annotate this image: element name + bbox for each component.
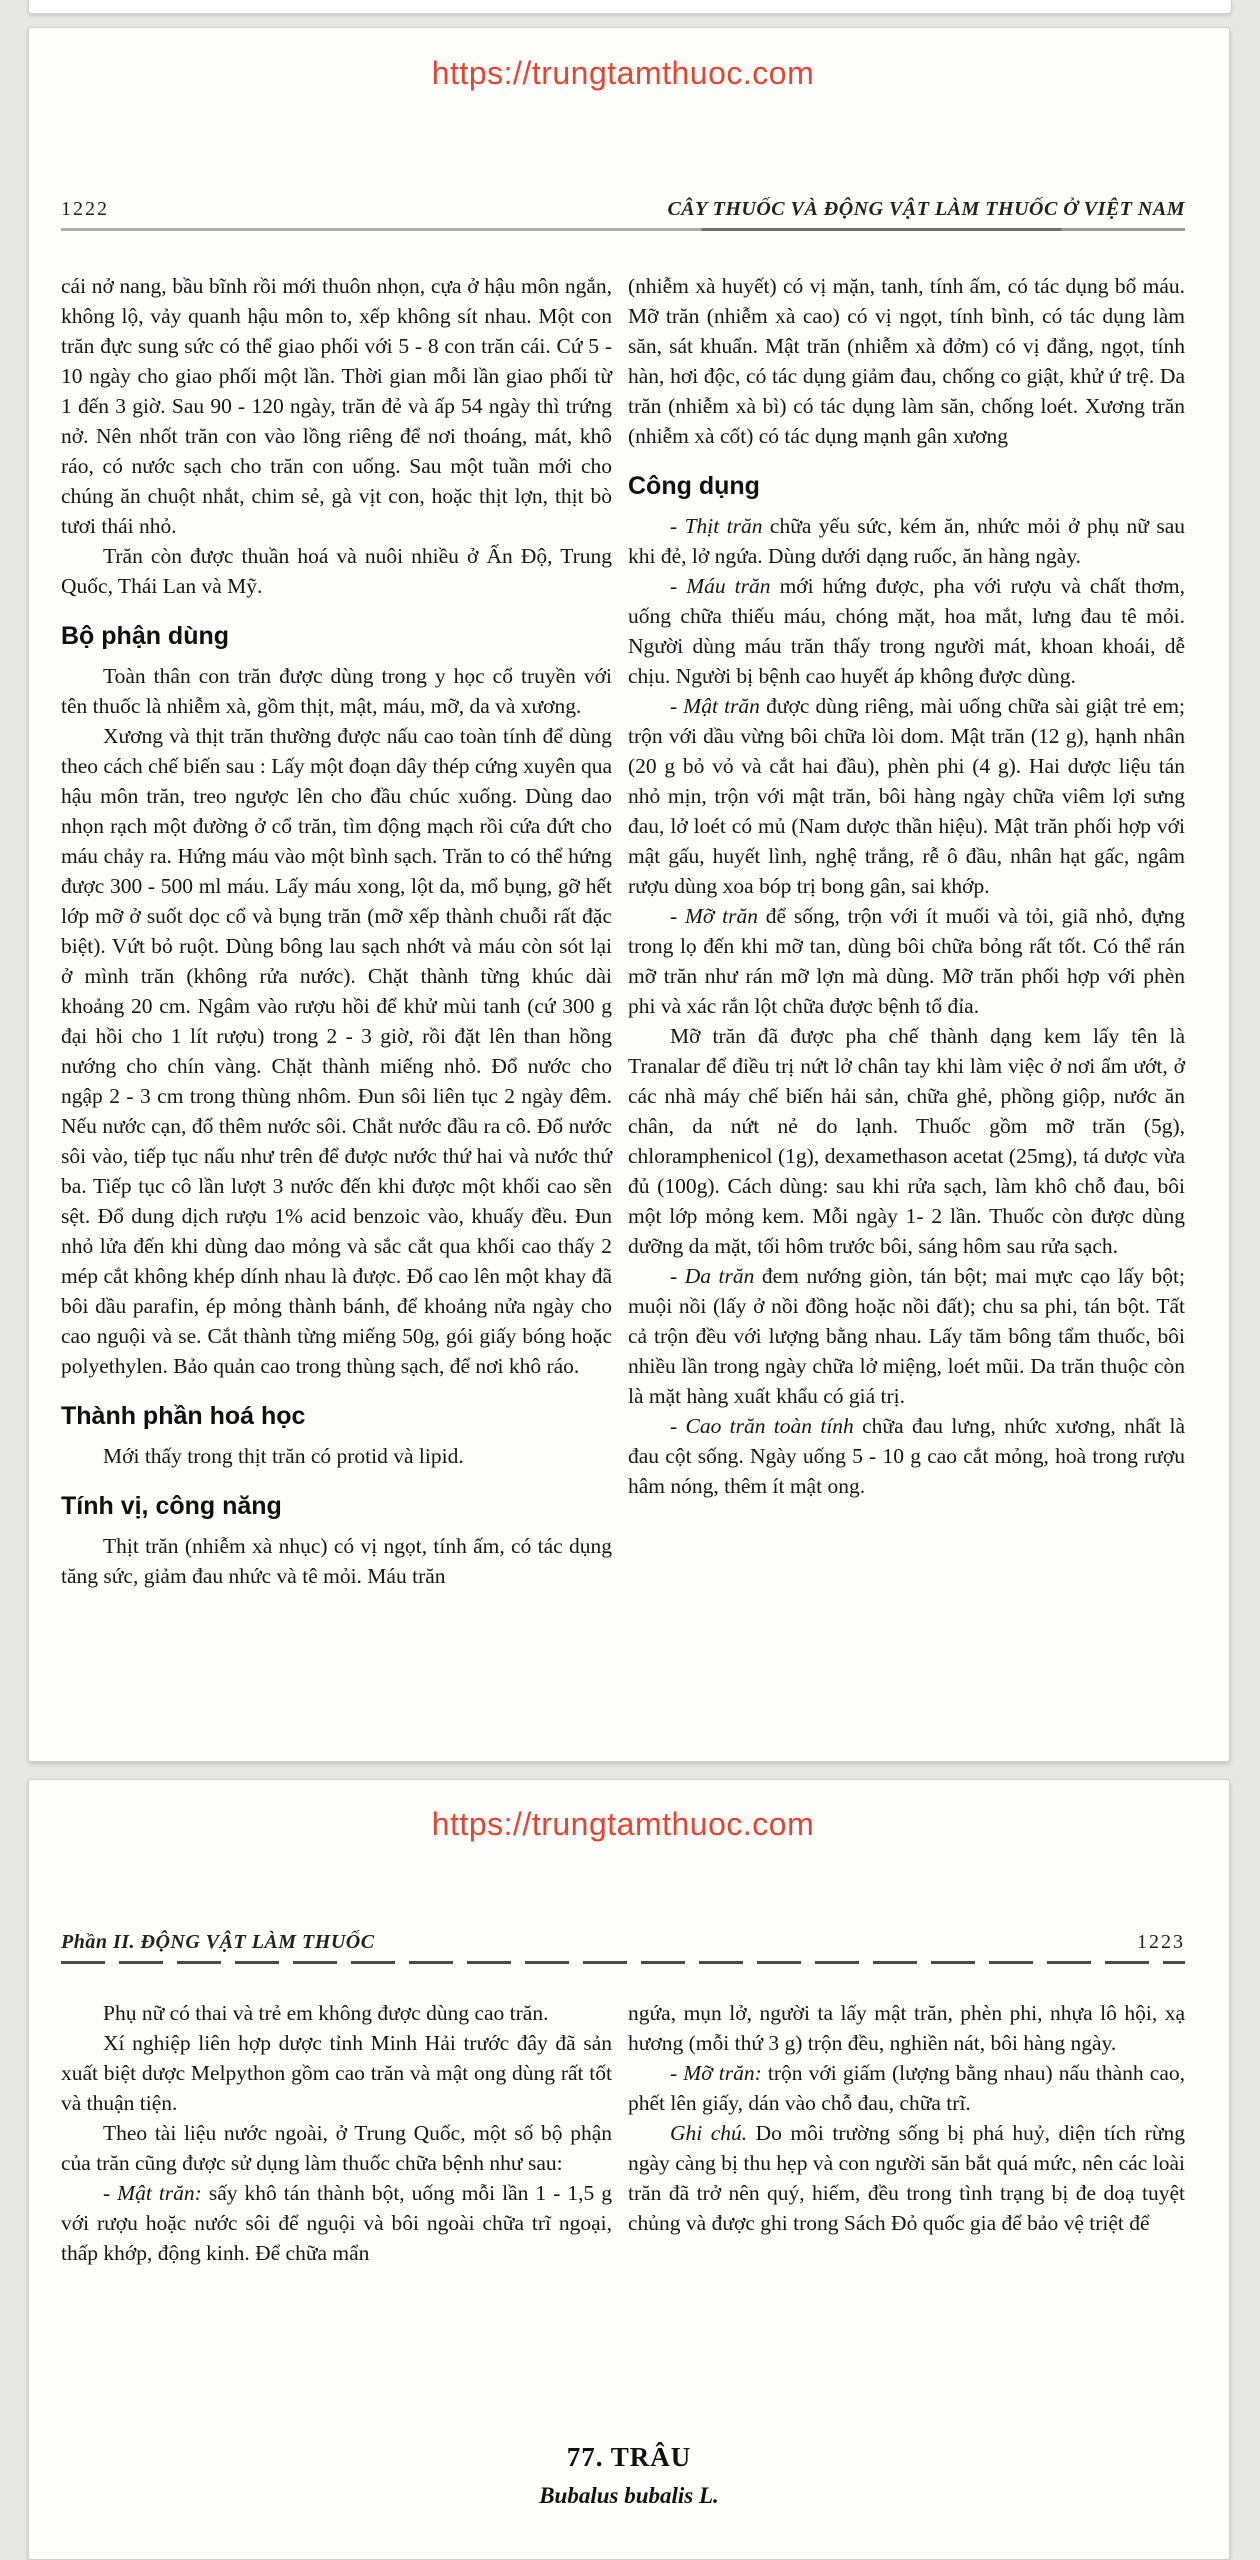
par-parts-used: Toàn thân con trăn được dùng trong y học cổ truyền với tên thuốc là nhiễm xà, gồm thịt, mật, máu, mỡ, da và xương.: [61, 664, 612, 718]
species-title-block: [29, 2442, 1229, 2509]
par-tranalar-cream: Mỡ trăn đã được pha chế thành dạng kem lấy tên là Tranalar để điều trị nứt lở chân tay khi làm việc ở nơi ẩm ướt, ở các nhà máy chế biến hải sản, chữa ghẻ, phồng giộp, nước ăn chân, da nứt nẻ do lạnh. Thuốc gồm mỡ trăn (5g), chloramphenicol (1g), dexamethason acetat (25mg), tá dược vừa đủ (100g). Cách dùng: sau khi rửa sạch, làm khô chỗ đau, bôi một lớp mỏng kem. Mỗi ngày 1- 2 lần. Thuốc còn được dùng dưỡng da mặt, tối hôm trước bôi, sáng hôm sau rửa sạch.: [628, 1024, 1185, 1258]
par-domestication: Trăn còn được thuần hoá và nuôi nhiều ở Ấn Độ, Trung Quốc, Thái Lan và Mỹ.: [61, 544, 612, 598]
species-title: 77. TRÂU: [566, 2442, 692, 2472]
page-number: 1222: [61, 198, 109, 220]
section-heading-cong-dung: Công dụng: [628, 472, 760, 500]
par-use-thit-tran: - Thịt trăn chữa yếu sức, kém ăn, nhức mỏi ở phụ nữ sau khi đẻ, lở ngứa. Dùng dưới dạng ruốc, ăn hàng ngày.: [628, 514, 1185, 568]
par-use-mo-tran: - Mỡ trăn: trộn với giấm (lượng bằng nhau) nấu thành cao, phết lên giấy, dán vào chỗ đau, chữa trĩ.: [628, 2061, 1186, 2115]
header-rule: [61, 228, 1185, 231]
par-note: Ghi chú. Do môi trường sống bị phá huỷ, diện tích rừng ngày càng bị thu hẹp và con người săn bắt quá mức, nên các loài trăn đã trở nên quý, hiếm, đều trong tình trạng bị đe doạ tuyệt chủng và được ghi trong Sách Đỏ quốc gia để bảo vệ triệt để: [628, 2121, 1185, 2235]
watermark-url: https://trungtamthuoc.com: [431, 55, 815, 91]
section-heading-thanh-phan-hoa-hoc: Thành phần hoá học: [61, 1402, 306, 1430]
page-number: 1223: [1137, 1931, 1185, 1953]
watermark-url: https://trungtamthuoc.com: [431, 1806, 815, 1842]
left-column: [61, 1998, 612, 2268]
par-enterprise: Xí nghiệp liên hợp dược tỉnh Minh Hải trước đây đã sản xuất biệt dược Melpython gồm cao trăn và mật ong dùng rất tốt và thuận tiện.: [61, 2031, 612, 2115]
par-morphology: cái nở nang, bầu bĩnh rồi mới thuôn nhọn, cựa ở hậu môn ngắn, không lộ, vảy quanh hậu môn to, xếp không sít nhau. Một con trăn đực sung sức có thể giao phối với 5 - 8 con trăn cái. Cứ 5 - 10 ngày cho giao phối một lần. Thời gian mỗi lần giao phối từ 1 đến 3 giờ. Sau 90 - 120 ngày, trăn đẻ và ấp 54 ngày thì trứng nở. Nên nhốt trăn con vào lồng riêng để nơi thoáng, mát, khô ráo, có nước sạch cho trăn con uống. Sau một tuần mới cho chúng ăn chuột nhắt, chim sẻ, gà vịt con, hoặc thịt lợn, thịt bò tươi thái nhỏ.: [61, 274, 612, 538]
par-warning: Phụ nữ có thai và trẻ em không được dùng cao trăn.: [103, 2001, 549, 2025]
right-column: [628, 1998, 1185, 2268]
section-heading-tinh-vi-cong-nang: Tính vị, công năng: [61, 1492, 282, 1520]
section-heading-bo-phan-dung: Bộ phận dùng: [61, 622, 230, 650]
par-use-mat-tran: - Mật trăn: sấy khô tán thành bột, uống mỗi lần 1 - 1,5 g với rượu hoặc nước sôi để nguội và bôi ngoài chữa trĩ ngoại, thấp khớp, động kinh. Để chữa mẩn: [61, 2181, 612, 2265]
par-chemistry: Mới thấy trong thịt trăn có protid và lipid.: [103, 1444, 464, 1468]
par-use-cao-tran: - Cao trăn toàn tính chữa đau lưng, nhức xương, nhất là đau cột sống. Ngày uống 5 - 10 g cao cắt mỏng, hoà trong rượu hâm nóng, thêm ít mật ong.: [628, 1414, 1185, 1498]
scanned-page-1222: [28, 27, 1230, 1762]
scanned-page-1223: [28, 1779, 1230, 2560]
running-title: Phần II. ĐỘNG VẬT LÀM THUỐC: [61, 1931, 375, 1953]
par-use-da-tran: - Da trăn đem nướng giòn, tán bột; mai mực cạo lấy bột; muội nồi (lấy ở nồi đồng hoặc nồi đất); chu sa phi, tán bột. Tất cả trộn đều với lượng bằng nhau. Lấy tăm bông tẩm thuốc, bôi nhiều lần trong ngày chữa lở miệng, loét mũi. Da trăn thuộc còn là mặt hàng xuất khẩu có giá trị.: [628, 1264, 1186, 1408]
par-continued: ngứa, mụn lở, người ta lấy mật trăn, phèn phi, nhựa lô hội, xạ hương (mỗi thứ 3 g) trộn đều, nghiền nát, bôi hàng ngày.: [628, 2001, 1185, 2055]
previous-page-edge: [28, 0, 1232, 14]
par-use-mat-tran: - Mật trăn được dùng riêng, mài uống chữa sài giật trẻ em; trộn với dầu vừng bôi chữa lòi dom. Mật trăn (12 g), hạnh nhân (20 g bỏ vỏ và cắt hai đầu), phèn phi (4 g). Hai dược liệu tán nhỏ mịn, trộn với mật trăn, bôi hàng ngày chữa viêm lợi sưng đau, lở loét có mủ (Nam dược thần hiệu). Mật trăn phối hợp với mật gấu, huyết lình, nghệ trắng, rễ ô đầu, nhân hạt gấc, ngâm rượu dùng xoa bóp trị bong gân, sai khớp.: [628, 694, 1185, 898]
par-use-mo-tran: - Mỡ trăn để sống, trộn với ít muối và tỏi, giã nhỏ, đựng trong lọ đến khi mỡ tan, dùng bôi chữa bỏng rất tốt. Có thể rán mỡ trăn như rán mỡ lợn mà dùng. Mỡ trăn phối hợp với phèn phi và xác rắn lột chữa được bệnh tổ đỉa.: [628, 904, 1185, 1018]
header-rule: [61, 1961, 1185, 1964]
running-title: CÂY THUỐC VÀ ĐỘNG VẬT LÀM THUỐC Ở VIỆT NAM: [667, 198, 1185, 220]
par-use-mau-tran: - Máu trăn mới hứng được, pha với rượu và chất thơm, uống chữa thiếu máu, chóng mặt, hoa mắt, lưng đau tê mỏi. Người dùng máu trăn thấy trong người mát, khoan khoái, dễ chịu. Người bị bệnh cao huyết áp không được dùng.: [628, 574, 1185, 688]
species-latin-name: Bubalus bubalis L.: [539, 2483, 719, 2508]
page-header: [61, 1931, 1185, 1961]
par-taste: Thịt trăn (nhiễm xà nhục) có vị ngọt, tính ấm, có tác dụng tăng sức, giảm đau nhức và tê mỏi. Máu trăn: [61, 1534, 612, 1588]
right-column: [628, 271, 1185, 1591]
par-preparation: Xương và thịt trăn thường được nấu cao toàn tính để dùng theo cách chế biến sau : Lấy một đoạn dây thép cứng xuyên qua hậu môn trăn, treo ngược lên cho đầu chúc xuống. Dùng dao nhọn rạch một đường ở cổ trăn, tìm động mạch rồi cứa đứt cho máu chảy ra. Hứng máu vào một bình sạch. Trăn to có thể hứng được 300 - 500 ml máu. Lấy máu xong, lột da, mổ bụng, gỡ hết lớp mỡ ở suốt dọc cổ và bụng trăn (mỡ xếp thành chuỗi rất đặc biệt). Vứt bỏ ruột. Dùng bông lau sạch nhớt và máu còn sót lại ở mình trăn (không rửa nước). Chặt thành từng khúc dài khoảng 20 cm. Ngâm vào rượu hồi để khử mùi tanh (cứ 300 g đại hồi cho 1 lít rượu) trong 2 - 3 giờ, rồi đặt lên than hồng nướng cho chín vàng. Chặt thành miếng nhỏ. Đổ nước cho ngập 2 - 3 cm trong thùng nhôm. Đun sôi liên tục 2 ngày đêm. Nếu nước cạn, đổ thêm nước sôi. Chắt nước đầu ra cô. Đổ nước sôi vào, tiếp tục nấu như trên để được nước thứ hai và nước thứ ba. Tiếp tục cô lần lượt 3 nước đến khi được một khối cao sền sệt. Đổ dung dịch rượu 1% acid benzoic vào, khuấy đều. Đun nhỏ lửa đến khi dùng dao mỏng và sắc cắt qua khối cao thấy 2 mép cắt không khép dính nhau là được. Đổ cao lên một khay đã bôi dầu parafin, ép mỏng thành bánh, để khoảng nửa ngày cho cao nguội và se. Cắt thành từng miếng 50g, gói giấy bóng hoặc polyethylen. Bảo quản cao trong thùng sạch, để nơi khô ráo.: [61, 724, 612, 1378]
par-taste-continued: (nhiễm xà huyết) có vị mặn, tanh, tính ấm, có tác dụng bổ máu. Mỡ trăn (nhiễm xà cao) có vị ngọt, tính bình, có tác dụng làm săn, sát khuẩn. Mật trăn (nhiễm xà đởm) có vị đắng, ngọt, tính hàn, hơi độc, có tác dụng giảm đau, chống co giật, khử ứ trệ. Da trăn (nhiễm xà bì) có tác dụng làm săn, chống loét. Xương trăn (nhiễm xà cốt) có tác dụng mạnh gân xương: [628, 274, 1185, 448]
left-column: [61, 271, 612, 1591]
page-header: [61, 198, 1185, 228]
par-foreign-literature: Theo tài liệu nước ngoài, ở Trung Quốc, một số bộ phận của trăn cũng được sử dụng làm thuốc chữa bệnh như sau:: [61, 2121, 612, 2175]
